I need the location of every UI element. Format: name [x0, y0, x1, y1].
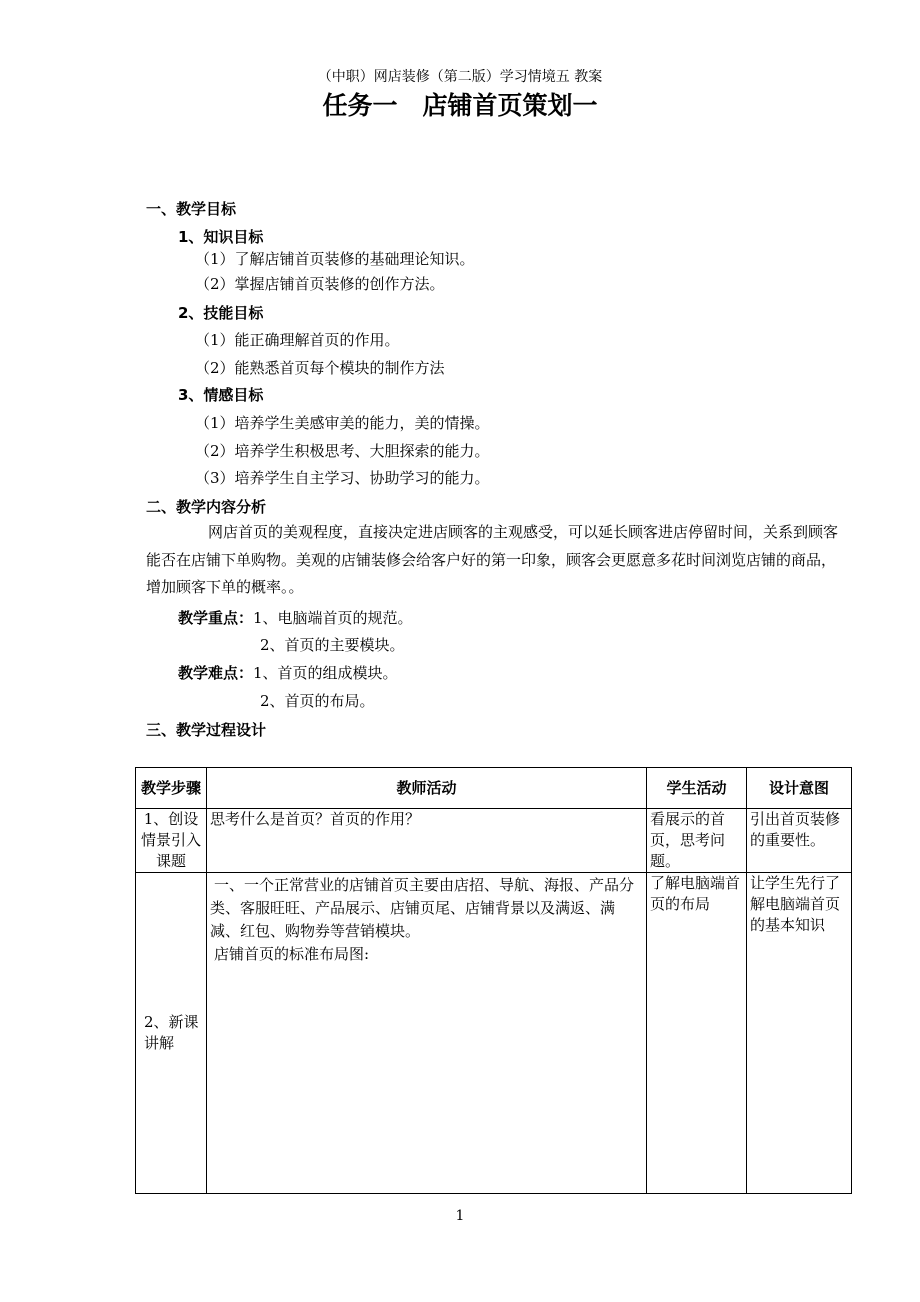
subheading-skills: 2、技能目标 [178, 304, 264, 322]
table-header-row [136, 768, 852, 809]
row2-teacher-paragraph-2: 店铺首页的标准布局图: [214, 945, 370, 963]
document-header: （中职）网店装修（第二版）学习情境五 教案 [317, 69, 603, 85]
header-step: 教学步骤 [136, 768, 207, 809]
knowledge-item-2: （2）掌握店铺首页装修的创作方法。 [195, 275, 445, 293]
row1-student: 看展示的首页，思考问题。 [647, 809, 747, 873]
emotion-item-1: （1）培养学生美感审美的能力，美的情操。 [195, 414, 490, 432]
key-point-2: 2、首页的主要模块。 [260, 636, 405, 654]
row1-step: 1、创设情景引入课题 [136, 809, 207, 873]
emotion-item-3: （3）培养学生自主学习、协助学习的能力。 [195, 469, 490, 487]
header-teacher: 教师活动 [207, 768, 647, 809]
subheading-emotion: 3、情感目标 [178, 386, 264, 404]
row2-student: 了解电脑端首页的布局 [647, 873, 747, 1194]
lesson-process-table [135, 767, 852, 1194]
section-heading-content-analysis: 二、教学内容分析 [146, 498, 267, 516]
table-row [136, 873, 852, 1194]
key-points-label: 教学重点： [178, 609, 254, 627]
knowledge-item-1: （1）了解店铺首页装修的基础理论知识。 [195, 250, 475, 268]
row2-teacher [207, 873, 647, 1194]
row1-design: 引出首页装修的重要性。 [747, 809, 852, 873]
difficulty-label: 教学难点： [178, 664, 254, 682]
difficulty-line-1 [178, 662, 398, 683]
key-point-1: 1、电脑端首页的规范。 [253, 609, 413, 627]
difficulty-point-1: 1、首页的组成模块。 [253, 664, 398, 682]
header-student: 学生活动 [647, 768, 747, 809]
row2-design: 让学生先行了解电脑端首页的基本知识 [747, 873, 852, 1194]
content-analysis-paragraph: 网店首页的美观程度，直接决定进店顾客的主观感受，可以延长顾客进店停留时间，关系到顾客能否在店铺下单购物。美观的店铺装修会给客户好的第一印象，顾客会更愿意多花时间浏览店铺的商品，增加顾客下单的概率。。 [146, 523, 839, 596]
row2-teacher-paragraph-1: 一、一个正常营业的店铺首页主要由店招、导航、海报、产品分类、客服旺旺、产品展示、店铺页尾、店铺背景以及满返、满减、红包、购物券等营销模块。 [210, 876, 635, 940]
row1-teacher: 思考什么是首页？首页的作用？ [207, 809, 647, 873]
section-heading-objectives: 一、教学目标 [146, 200, 237, 218]
page-title: 任务一 店铺首页策划一 [322, 91, 598, 120]
subheading-knowledge: 1、知识目标 [178, 228, 264, 246]
row2-step: 2、新课讲解 [136, 873, 207, 1194]
table-row [136, 809, 852, 873]
page-number: 1 [455, 1208, 465, 1224]
skills-item-1: （1）能正确理解首页的作用。 [195, 331, 400, 349]
section-heading-process: 三、教学过程设计 [146, 721, 267, 739]
emotion-item-2: （2）培养学生积极思考、大胆探索的能力。 [195, 442, 490, 460]
header-design: 设计意图 [747, 768, 852, 809]
skills-item-2: （2）能熟悉首页每个模块的制作方法 [195, 359, 445, 377]
difficulty-point-2: 2、首页的布局。 [260, 692, 375, 710]
key-points-line-1 [178, 607, 413, 628]
